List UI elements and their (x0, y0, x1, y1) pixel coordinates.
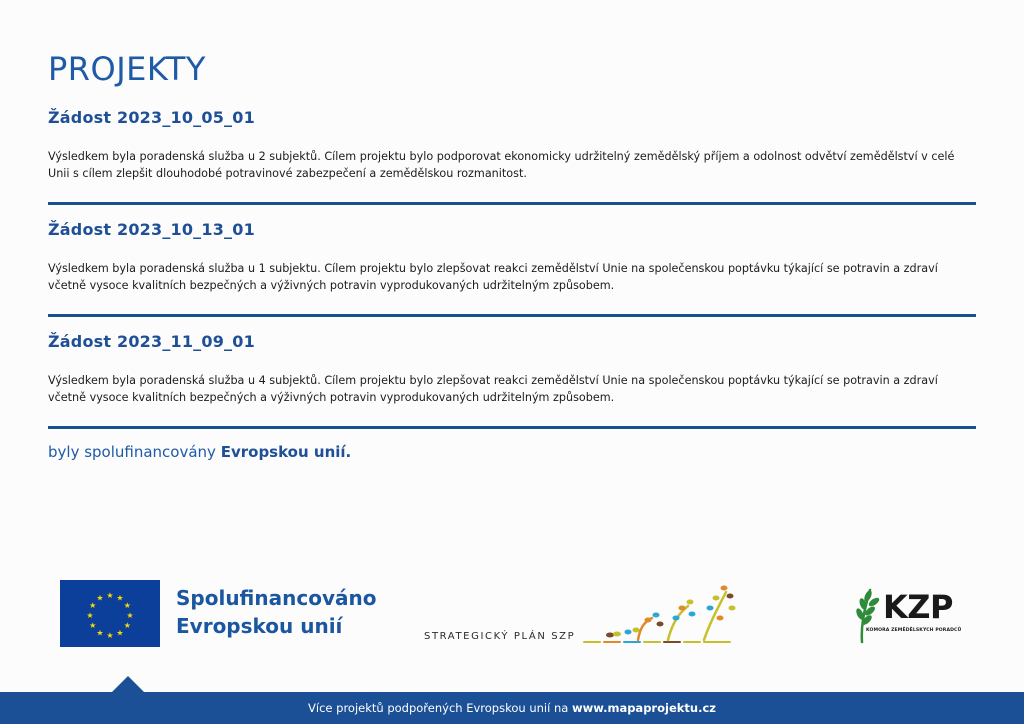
svg-text:★: ★ (116, 628, 124, 638)
svg-text:★: ★ (106, 631, 114, 640)
project-description: Výsledkem byla poradenská služba u 1 subjektu. Cílem projektu bylo zlepšovat reakci zemědělství Unie na společenskou poptávku týkající se potravin a zdraví včetně vysoce kvalitních bezpečných a výživných potravin vyprodukovaných udržitelným způsobem. (48, 262, 938, 292)
project-description: Výsledkem byla poradenská služba u 2 subjektů. Cílem projektu bylo podporovat ekonomicky udržitelný zemědělský příjem a odolnost odvětví zemědělství v celé Unii s cílem zlepšit dlouhodobé potravinové zabezpečení a zemědělskou rozmanitost. (48, 150, 955, 180)
svg-text:★: ★ (126, 611, 134, 620)
svg-text:★: ★ (123, 621, 131, 630)
kzp-logo-subtitle: KOMORA ZEMĚDĚLSKÝCH PORADCŮ (866, 628, 962, 633)
kzp-logo-text: KZP (883, 588, 953, 626)
project-heading: Žádost 2023_11_09_01 (48, 332, 255, 351)
kzp-wheat-icon (852, 584, 884, 644)
divider (48, 202, 976, 205)
project-heading: Žádost 2023_10_13_01 (48, 220, 255, 239)
eu-stars-icon (60, 580, 160, 647)
svg-text:★: ★ (96, 628, 104, 638)
project-3 (48, 332, 976, 404)
divider (48, 426, 976, 429)
project-1 (48, 108, 976, 180)
cofinance-highlight: Evropskou unií. (220, 443, 352, 461)
eu-flag-logo (60, 580, 160, 647)
svg-text:★: ★ (116, 593, 124, 603)
eu-cofinance-logo-text (176, 584, 376, 640)
divider (48, 314, 976, 317)
svg-text:★: ★ (96, 593, 104, 603)
footer-text: Více projektů podpořených Evropskou unií na (308, 701, 569, 715)
project-description: Výsledkem byla poradenská služba u 4 subjektů. Cílem projektu bylo zlepšovat reakci zemědělství Unie na společenskou poptávku týkající se potravin a zdraví včetně vysoce kvalitních bezpečných a výživných potravin vyprodukovaných udržitelným způsobem. (48, 374, 938, 404)
footer-link[interactable]: www.mapaprojektu.cz (571, 701, 716, 715)
cofinance-prefix: byly spolufinancovány (48, 443, 216, 461)
szp-plants-icon (580, 578, 750, 648)
project-2 (48, 220, 976, 292)
cofinance-statement (48, 443, 351, 461)
footer-bar (0, 692, 1024, 724)
szp-logo-text: STRATEGICKÝ PLÁN SZP (424, 631, 576, 642)
svg-text:★: ★ (89, 601, 97, 610)
footer-notch (112, 676, 144, 692)
eu-logo-line1: Spolufinancováno (176, 586, 377, 610)
svg-text:★: ★ (86, 611, 94, 620)
project-heading: Žádost 2023_10_05_01 (48, 108, 255, 127)
svg-text:★: ★ (123, 601, 131, 610)
eu-logo-line2: Evropskou unií (176, 614, 343, 638)
svg-text:★: ★ (106, 591, 114, 600)
svg-text:★: ★ (89, 621, 97, 630)
page-title: PROJEKTY (48, 50, 206, 88)
